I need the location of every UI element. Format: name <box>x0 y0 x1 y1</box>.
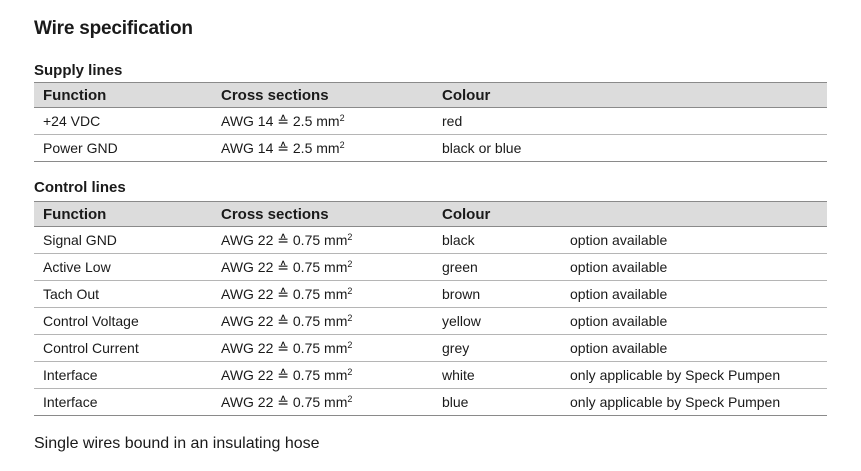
cell-colour: grey <box>442 335 570 362</box>
cell-colour: blue <box>442 389 570 416</box>
cell-colour: yellow <box>442 308 570 335</box>
cell-note: option available <box>570 308 827 335</box>
table-row <box>34 227 827 254</box>
superscript-exponent: 2 <box>347 231 353 242</box>
cell-cross-section <box>221 135 442 162</box>
cell-note: option available <box>570 254 827 281</box>
header-cross-sections: Cross sections <box>221 83 442 108</box>
cell-colour: white <box>442 362 570 389</box>
header-note <box>570 202 827 227</box>
superscript-exponent: 2 <box>347 312 353 323</box>
cell-colour: black or blue <box>442 135 570 162</box>
supply-lines-label: Supply lines <box>34 62 123 79</box>
superscript-exponent: 2 <box>347 258 353 269</box>
table-row <box>34 335 827 362</box>
control-lines-label: Control lines <box>34 179 126 196</box>
cross-section-value: AWG 22 ≙ 0.75 mm <box>221 285 348 302</box>
cross-section-value: AWG 22 ≙ 0.75 mm <box>221 258 348 275</box>
cell-function: Power GND <box>34 135 221 162</box>
cross-section-value: AWG 22 ≙ 0.75 mm <box>221 231 348 248</box>
cell-cross-section <box>221 362 442 389</box>
cross-section-value: AWG 22 ≙ 0.75 mm <box>221 339 348 356</box>
table-row <box>34 281 827 308</box>
cell-colour: brown <box>442 281 570 308</box>
cross-section-value: AWG 22 ≙ 0.75 mm <box>221 366 348 383</box>
cell-cross-section <box>221 227 442 254</box>
cell-note: option available <box>570 281 827 308</box>
superscript-exponent: 2 <box>347 366 353 377</box>
cell-function: Active Low <box>34 254 221 281</box>
cell-colour: black <box>442 227 570 254</box>
header-colour: Colour <box>442 83 570 108</box>
cross-section-value: AWG 22 ≙ 0.75 mm <box>221 312 348 329</box>
header-colour: Colour <box>442 202 570 227</box>
superscript-exponent: 2 <box>347 393 353 404</box>
cell-cross-section <box>221 335 442 362</box>
table-row <box>34 254 827 281</box>
cell-colour: green <box>442 254 570 281</box>
control-lines-body <box>34 227 827 416</box>
cell-note: option available <box>570 335 827 362</box>
cell-note: only applicable by Speck Pumpen <box>570 362 827 389</box>
table-header-row <box>34 202 827 227</box>
cell-note: option available <box>570 227 827 254</box>
cell-note <box>570 108 827 135</box>
table-row <box>34 108 827 135</box>
cell-cross-section <box>221 108 442 135</box>
cell-cross-section <box>221 389 442 416</box>
supply-lines-body <box>34 108 827 162</box>
cross-section-value: AWG 14 ≙ 2.5 mm <box>221 139 340 156</box>
cell-function: Tach Out <box>34 281 221 308</box>
cell-function: Interface <box>34 362 221 389</box>
header-function: Function <box>34 83 221 108</box>
cell-cross-section <box>221 254 442 281</box>
table-row <box>34 135 827 162</box>
cell-cross-section <box>221 281 442 308</box>
superscript-exponent: 2 <box>339 139 345 150</box>
cell-note: only applicable by Speck Pumpen <box>570 389 827 416</box>
cell-function: Control Voltage <box>34 308 221 335</box>
cell-note <box>570 135 827 162</box>
superscript-exponent: 2 <box>347 339 353 350</box>
page-title: Wire specification <box>34 18 193 39</box>
control-lines-table <box>34 201 827 416</box>
cell-function: Signal GND <box>34 227 221 254</box>
cell-function: Control Current <box>34 335 221 362</box>
superscript-exponent: 2 <box>339 112 345 123</box>
cell-cross-section <box>221 308 442 335</box>
header-function: Function <box>34 202 221 227</box>
cell-function: Interface <box>34 389 221 416</box>
supply-lines-table <box>34 82 827 162</box>
cell-function: +24 VDC <box>34 108 221 135</box>
cross-section-value: AWG 14 ≙ 2.5 mm <box>221 112 340 129</box>
table-row <box>34 389 827 416</box>
table-row <box>34 308 827 335</box>
header-cross-sections: Cross sections <box>221 202 442 227</box>
table-row <box>34 362 827 389</box>
superscript-exponent: 2 <box>347 285 353 296</box>
footnote: Single wires bound in an insulating hose <box>34 435 320 452</box>
cross-section-value: AWG 22 ≙ 0.75 mm <box>221 393 348 410</box>
table-header-row <box>34 83 827 108</box>
header-note <box>570 83 827 108</box>
cell-colour: red <box>442 108 570 135</box>
